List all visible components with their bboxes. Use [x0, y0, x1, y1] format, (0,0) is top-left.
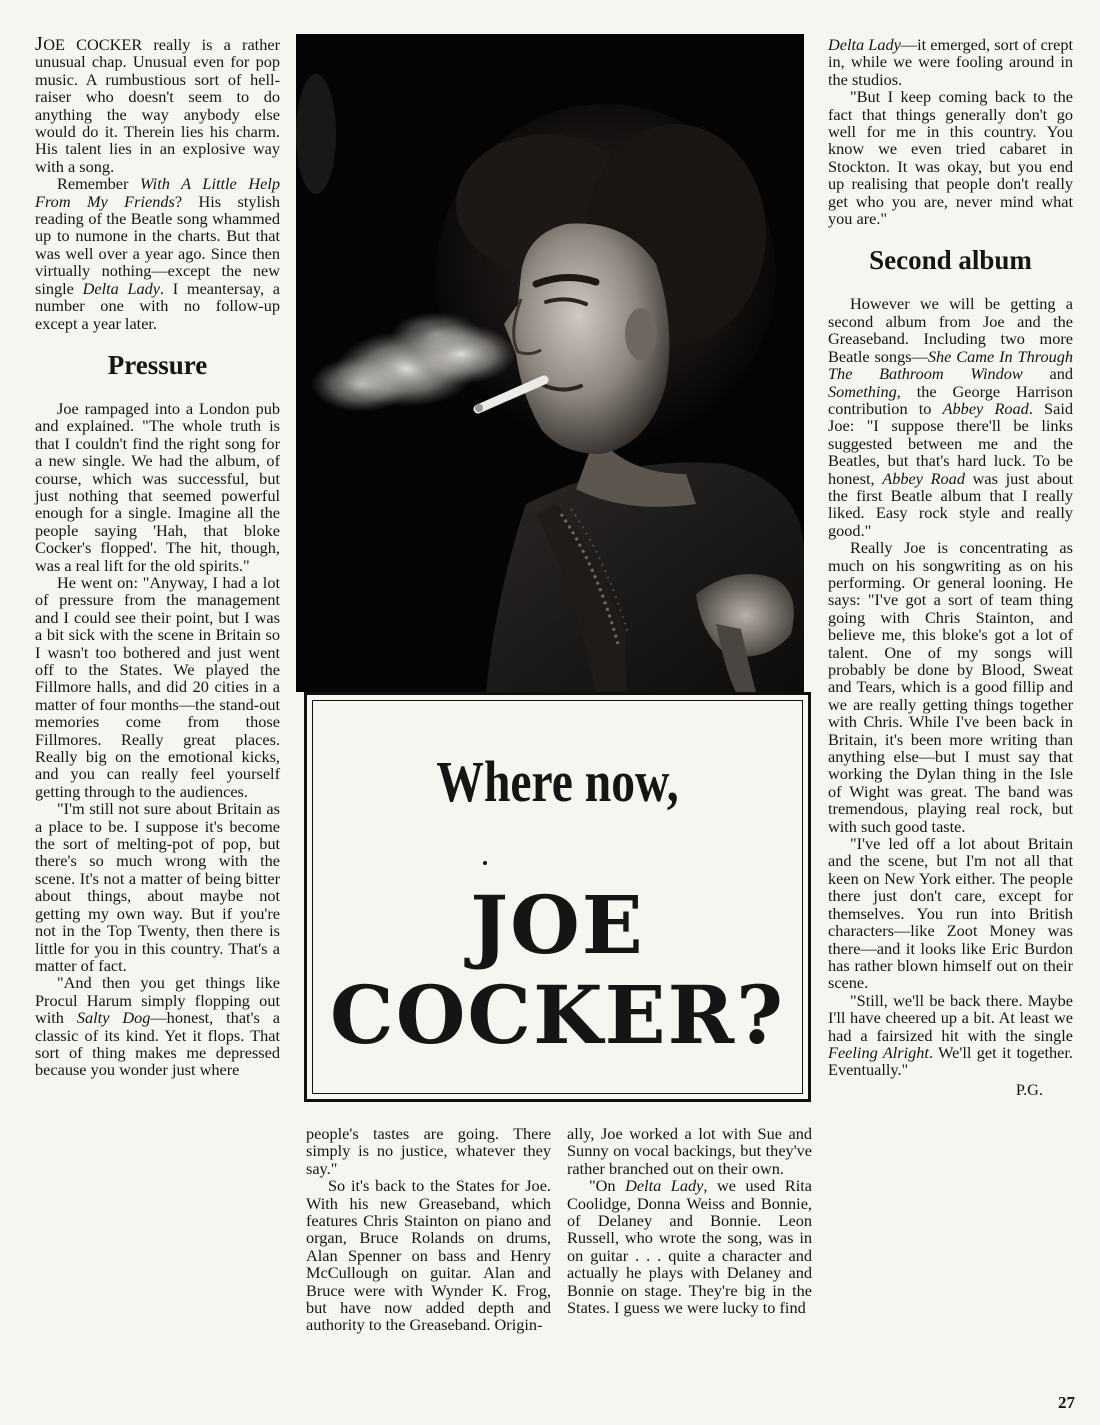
headline-where-now: Where now, — [436, 749, 679, 814]
article-paragraph: So it's back to the States for Joe. With his new Greaseband, which features Chris Stainton on piano and organ, Bruce Rolands on drums, Alan Spenner on bass and Henry McCullough on guitar. Alan and Bruce were with Wynder K. Frog, but have now added depth and authority to the Greaseband. Origin- — [306, 1176, 551, 1335]
article-paragraph: "I'm still not sure about Britain as a place to be. I suppose it's become the sort of melting-pot of pop, but there's so much wrong with the scene. It's not a matter of being bitter about things, about maybe not getting my own way. But if you're not in the Top Twenty, then there is little for you in this country. That's a matter of fact. — [35, 799, 280, 975]
section-heading-pressure: Pressure — [107, 349, 208, 380]
article-paragraph: people's tastes are going. There simply is no justice, whatever they say." — [306, 1124, 551, 1178]
article-column-2 — [306, 1125, 551, 1334]
stray-dot — [483, 861, 487, 865]
article-column-1 — [35, 33, 281, 1080]
article-paragraph: "But I keep coming back to the fact that things generally don't go well for me in this country. You know we even tried cabaret in Stockton. It was okay, but you end up realising that people don't really get who you are, never mind what you are." — [828, 87, 1073, 229]
section-heading-second-album: Second album — [869, 245, 1032, 276]
article-paragraph: "I've led off a lot about Britain and the scene, but I'm not all that keen on New York either. The people there just don't care, except for themselves. You run into British characters—like Zoot Money was there—and it looks like Eric Burdon has rather blown himself out on their scene. — [828, 834, 1073, 993]
song-title: Salty Dog — [76, 1008, 151, 1028]
headline-name-line: COCKER? — [330, 968, 785, 1062]
joe-cocker-photo — [296, 34, 804, 692]
article-paragraph: JOE COCKER really is a rather unusual chap. Unusual even for pop music. A rumbustious sort of hell-raiser who doesn't seem to do anything the way anybody else would do it. Therein lies his charm. His talent lies in an explosive way with a song. — [35, 33, 280, 176]
article-paragraph: However we will be getting a second album from Joe and the Greaseband. Including two more Beatle songs—She Came In Through The Bathroom Window and Something, the George Harrison contribution to Abbey Road. Said Joe: "I suppose there'll be links suggested between me and the Beatles, but that's hard luck. To be honest, Abbey Road was just about the first Beatle album that I really liked. Easy rock style and really good." — [828, 294, 1074, 540]
album-title: Abbey Road — [942, 398, 1029, 418]
headline-joe-cocker — [307, 880, 808, 1060]
article-column-4 — [828, 36, 1073, 1098]
headline-box — [304, 692, 811, 1102]
song-title: Feeling Alright — [828, 1042, 929, 1062]
article-paragraph: Joe rampaged into a London pub and explained. "The whole truth is that I couldn't find the right song for a new single. We had the album, of course, which was successful, but just nothing that seemed powerful enough for a single. Imagine all the people saying 'Hah, that bloke Cocker's flopped'. The hit, though, was a real lift for the old spirits." — [35, 398, 280, 575]
song-title: Something — [828, 381, 897, 401]
article-paragraph: "And then you get things like Procul Harum simply flopping out with Salty Dog—honest, that's a classic of its kind. Yet it flops. That sort of thing makes me depressed because you wonder just where — [35, 973, 280, 1080]
song-title: Delta Lady — [828, 35, 901, 54]
article-paragraph: Remember With A Little Help From My Friends? His stylish reading of the Beatle song whammed up to numone in the charts. But that was well over a year ago. Since then virtually nothing—except the new single Delta Lady. I meantersay, a number one with no follow-up except a year later. — [35, 174, 281, 333]
article-paragraph: Really Joe is concentrating as much on his songwriting as on his performing. Or general looning. He says: "I've got a sort of team thing going with Chris Stainton, and believe me, this bloke's got a lot of talent. One of my songs will probably be done by Blood, Sweat and Tears, which is a good fillip and we are really getting things together with Chris. While I've been back in Britain, it's been more writing than anything else—but I must say that working the Dylan thing in the Isle of Wight was great. The band was tremendous, playing real rock, but with such good taste. — [828, 538, 1073, 836]
headline-name-line: JOE — [470, 878, 645, 972]
article-paragraph: ally, Joe worked a lot with Sue and Sunny on vocal backings, but they've rather branched out on their own. — [567, 1124, 812, 1178]
author-signoff: P.G. — [1015, 1079, 1043, 1099]
article-paragraph: "On Delta Lady, we used Rita Coolidge, Donna Weiss and Bonnie, of Delaney and Bonnie. Leon Russell, who wrote the song, was in on guitar . . . quite a character and actually he plays with Delaney and Bonnie on stage. They're big in the States. I guess we were lucky to find — [567, 1176, 812, 1318]
song-title: With A Little Help From My Friends — [35, 174, 280, 211]
song-title: Delta Lady — [625, 1176, 704, 1196]
drop-cap: J — [35, 33, 44, 55]
article-paragraph: He went on: "Anyway, I had a lot of pressure from the management and I could see their point, but I was a bit sick with the scene in Britain so I wasn't too bothered and just went off to the States. We played the Fillmore halls, and did 20 cities in a matter of four months—the stand-out memories come from those Fillmores. Really great places. Really big on the emotional kicks, and you can really feel yourself getting through to the audiences. — [35, 572, 280, 801]
song-title: Delta Lady — [82, 278, 161, 298]
album-title: Abbey Road — [882, 468, 965, 488]
article-column-3 — [567, 1125, 812, 1316]
article-paragraph: Delta Lady—it emerged, sort of crept in, while we were fooling around in the studios. — [828, 35, 1073, 89]
article-paragraph: "Still, we'll be back there. Maybe I'll have cheered up a bit. At least we had a fairsized hit with the single Feeling Alright. We'll get it together. Eventually." — [828, 990, 1073, 1080]
song-title: She Came In Through The Bathroom Window — [828, 346, 1074, 384]
photo-illustration — [296, 34, 804, 692]
page-number: 27 — [1058, 1393, 1075, 1412]
